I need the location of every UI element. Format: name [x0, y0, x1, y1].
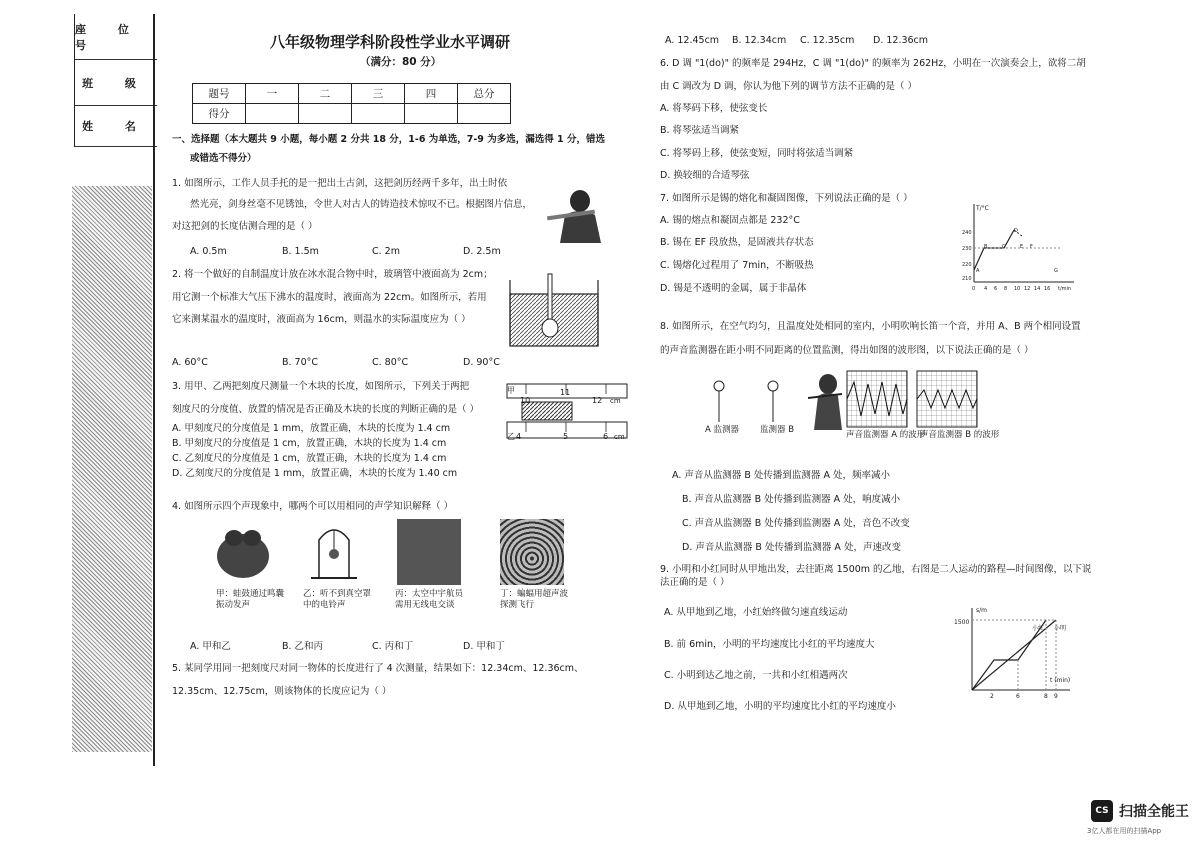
score-row-label: 得分	[193, 104, 246, 124]
score-cell[interactable]	[246, 104, 299, 124]
graph7-ytick: 230	[962, 246, 972, 252]
q9-stem: 9. 小明和小红同时从甲地出发，去往距离 1500m 的乙地，右图是二人运动的路程—时间图像，以下说	[660, 564, 1092, 575]
q3-stem: 3. 用甲、乙两把刻度尺测量一个木块的长度，如图所示，下列关于两把	[172, 381, 470, 392]
q2-stem: 2. 将一个做好的自制温度计放在冰水混合物中时，玻璃管中液面高为 2cm；	[172, 269, 493, 280]
q2-option-a: A. 60°C	[172, 357, 208, 368]
ruler-b-tick: 6	[603, 432, 609, 441]
full-score-note: （满分：80 分）	[360, 56, 442, 68]
q4-stem: 4. 如图所示四个声现象中，哪两个可以用相同的声学知识解释（ ）	[172, 501, 454, 512]
graph7-xlabel: t/min	[1058, 286, 1072, 292]
q8-stem: 8. 如图所示，在空气均匀，且温度处处相同的室内，小明吹响长笛一个音，并用 A、B 两个相同设置	[660, 321, 1081, 332]
graph7-xtick: 6	[994, 286, 998, 292]
q9-option-c: C. 小明到达乙地之前，一共和小红相遇两次	[664, 670, 848, 681]
q6-option-a: A. 将琴码下移，使弦变长	[660, 103, 768, 114]
q7-option-d: D. 锡是不透明的金属，属于非晶体	[660, 283, 807, 294]
q2-stem: 用它测一个标准大气压下沸水的温度时，液面高为 22cm。如图所示，若用	[172, 292, 487, 303]
astronaut-image	[397, 519, 461, 585]
q9-option-a: A. 从甲地到乙地，小红始终做匀速直线运动	[664, 607, 848, 618]
score-header-cell: 题号	[193, 84, 246, 104]
score-cell[interactable]	[299, 104, 352, 124]
graph9-ytick: 1500	[954, 619, 970, 626]
q9-option-d: D. 从甲地到乙地，小明的平均速度比小红的平均速度小	[664, 701, 896, 712]
q6-stem: 由 C 调改为 D 调，你认为他下列的调节方法不正确的是（ ）	[660, 81, 918, 92]
q8-option-c: C. 声音从监测器 B 处传播到监测器 A 处，音色不改变	[682, 518, 910, 529]
q5-option-b: B. 12.34cm	[732, 35, 787, 46]
q6-option-b: B. 将琴弦适当调紧	[660, 125, 740, 136]
q5-stem: 12.35cm、12.75cm，则该物体的长度应记为（ ）	[172, 686, 392, 697]
ruler-figure	[506, 382, 628, 444]
q4-caption-b: 乙：听不到真空罩中的电铃声	[303, 589, 372, 610]
section-one-heading-cont: 或错选不得分）	[190, 153, 257, 164]
score-cell[interactable]	[405, 104, 458, 124]
ruler-a-label: 甲	[507, 386, 515, 395]
q3-option-d: D. 乙刻度尺的分度值是 1 mm，放置正确，木块的长度为 1.40 cm	[172, 468, 458, 479]
q9-stem: 法正确的是（ ）	[660, 577, 730, 588]
graph9-xlabel: t (min)	[1050, 677, 1071, 684]
graph7-xtick: 16	[1044, 286, 1051, 292]
q6-option-c: C. 将琴码上移，使弦变短，同时将弦适当调紧	[660, 148, 854, 159]
brand-name: 扫描全能王	[1119, 804, 1189, 820]
flute-player-image	[808, 372, 842, 430]
ruler-a-unit: cm	[610, 397, 621, 405]
ruler-b-unit: cm	[614, 433, 625, 441]
graph7-xtick: 8	[1004, 286, 1008, 292]
graph9-series-label: 小明	[1054, 625, 1067, 632]
graph7-xtick: 10	[1014, 286, 1021, 292]
q3-option-a: A. 甲刻度尺的分度值是 1 mm，放置正确，木块的长度为 1.4 cm	[172, 423, 451, 434]
q3-option-b: B. 甲刻度尺的分度值是 1 cm，放置正确，木块的长度为 1.4 cm	[172, 438, 447, 449]
q6-option-d: D. 换较细的合适琴弦	[660, 170, 750, 181]
graph7-point: B	[984, 244, 988, 250]
q5-option-d: D. 12.36cm	[873, 35, 929, 46]
q2-option-c: C. 80°C	[372, 357, 409, 368]
class-label: 班 级	[75, 60, 157, 106]
q1-option-c: C. 2m	[372, 246, 400, 257]
q1-option-b: B. 1.5m	[282, 246, 319, 257]
graph9-ylabel: s/m	[976, 607, 987, 614]
q7-option-b: B. 锡在 EF 段放热，是固液共存状态	[660, 237, 814, 248]
monitor-b-label: 监测器 B	[760, 425, 795, 435]
score-header-cell: 三	[352, 84, 405, 104]
graph7-ytick: 220	[962, 262, 972, 268]
graph7-ytick: 210	[962, 276, 972, 282]
exam-title: 八年级物理学科阶段性学业水平调研	[270, 33, 511, 51]
distance-time-graph	[954, 604, 1074, 700]
graph7-point: C	[1002, 244, 1006, 250]
graph9-xtick: 9	[1054, 693, 1058, 700]
graph9-xtick: 2	[990, 693, 994, 700]
camscanner-logo-icon: CS	[1091, 800, 1113, 822]
sword-photo	[545, 183, 603, 243]
graph9-series-label: 小红	[1032, 625, 1045, 632]
q1-option-a: A. 0.5m	[190, 246, 227, 257]
q2-stem: 它来测某温水的温度时，液面高为 16cm，则温水的实际温度应为（ ）	[172, 314, 471, 325]
score-header-cell: 总分	[458, 84, 511, 104]
bat-ultrasound-image	[500, 519, 564, 585]
bell-jar-image	[305, 520, 363, 584]
q4-caption-d: 丁：蝙蝠用超声波探测飞行	[500, 589, 569, 610]
q7-option-c: C. 锡熔化过程用了 7min，不断吸热	[660, 260, 814, 271]
student-info-table	[74, 14, 157, 147]
q8-option-b: B. 声音从监测器 B 处传播到监测器 A 处，响度减小	[682, 494, 901, 505]
ruler-a-tick: 12	[592, 396, 603, 405]
q1-option-d: D. 2.5m	[463, 246, 501, 257]
frog-image	[212, 522, 274, 582]
q4-option-d: D. 甲和丁	[463, 641, 505, 652]
score-header-cell: 一	[246, 84, 299, 104]
score-table	[192, 83, 511, 124]
brand-tagline: 3亿人都在用的扫描App	[1087, 827, 1162, 835]
binding-line	[153, 14, 155, 766]
monitor-a-label: A 监测器	[705, 425, 740, 435]
q8-option-d: D. 声音从监测器 B 处传播到监测器 A 处，声速改变	[682, 542, 901, 553]
graph7-xtick: 12	[1024, 286, 1031, 292]
graph7-point: F	[1030, 244, 1033, 250]
q8-stem: 的声音监测器在距小明不同距离的位置监测，得出如图的波形图，以下说法正确的是（ ）	[660, 345, 1034, 356]
score-cell[interactable]	[352, 104, 405, 124]
tin-melting-graph	[962, 200, 1082, 292]
graph9-xtick: 8	[1044, 693, 1048, 700]
q4-option-c: C. 丙和丁	[372, 641, 414, 652]
section-one-heading: 一、选择题（本大题共 9 小题，每小题 2 分共 18 分，1-6 为单选，7-9 为多选，漏选得 1 分，错选	[172, 134, 605, 145]
waveform-a-label: 声音监测器 A 的波形	[846, 430, 926, 440]
graph7-point: G	[1054, 268, 1058, 274]
q5-stem: 5. 某同学用同一把刻度尺对同一物体的长度进行了 4 次测量，结果如下：12.34cm、12.36cm、	[172, 663, 584, 674]
q1-stem: 然光亮，剑身丝毫不见锈蚀，令世人对古人的铸造技术惊叹不已。根据图片信息，	[190, 199, 533, 210]
q5-option-a: A. 12.45cm	[665, 35, 720, 46]
graph7-point: D	[1014, 228, 1018, 234]
binding-hatch-pattern	[72, 186, 152, 752]
thermometer-beaker-figure	[508, 270, 600, 348]
q9-option-b: B. 前 6min，小明的平均速度比小红的平均速度大	[664, 639, 875, 650]
ruler-a-tick: 11	[560, 388, 571, 397]
q5-option-c: C. 12.35cm	[800, 35, 855, 46]
q7-stem: 7. 如图所示是锡的熔化和凝固图像，下列说法正确的是（ ）	[660, 193, 913, 204]
name-label: 姓 名	[75, 106, 157, 147]
q1-stem: 对这把剑的长度估测合理的是（ ）	[172, 221, 318, 232]
q2-option-b: B. 70°C	[282, 357, 319, 368]
q4-caption-c: 丙：太空中宇航员需用无线电交谈	[395, 589, 464, 610]
seat-number-label: 座 位 号	[75, 14, 157, 60]
q4-option-b: B. 乙和丙	[282, 641, 324, 652]
q3-option-c: C. 乙刻度尺的分度值是 1 cm，放置正确，木块的长度为 1.4 cm	[172, 453, 447, 464]
ruler-b-tick: 5	[563, 432, 569, 441]
graph7-ytick: 240	[962, 230, 972, 236]
graph9-xtick: 6	[1016, 693, 1020, 700]
waveform-b-label: 声音监测器 B 的波形	[920, 430, 1000, 440]
q4-option-a: A. 甲和乙	[190, 641, 231, 652]
score-cell[interactable]	[458, 104, 511, 124]
q8-option-a: A. 声音从监测器 B 处传播到监测器 A 处，频率减小	[672, 470, 890, 481]
graph7-point: E	[1020, 244, 1024, 250]
graph7-ylabel: T/°C	[976, 205, 989, 212]
graph7-point: A	[976, 268, 980, 274]
q6-stem: 6. D 调 "1(do)" 的频率是 294Hz，C 调 "1(do)" 的频率为 262Hz，小明在一次演奏会上，欲将二胡	[660, 58, 1086, 69]
waveform-charts	[846, 370, 978, 428]
score-header-cell: 二	[299, 84, 352, 104]
q1-stem: 1. 如图所示，工作人员手托的是一把出土古剑，这把剑历经两千多年，出土时依	[172, 178, 508, 189]
score-header-cell: 四	[405, 84, 458, 104]
sound-monitors-figure	[705, 378, 795, 428]
q7-option-a: A. 锡的熔点和凝固点都是 232°C	[660, 215, 800, 226]
q2-option-d: D. 90°C	[463, 357, 500, 368]
scanner-brand	[1091, 800, 1189, 822]
q3-stem: 刻度尺的分度值、放置的情况是否正确及木块的长度的判断正确的是（ ）	[172, 404, 480, 415]
graph7-xtick: 0	[972, 286, 976, 292]
graph7-xtick: 14	[1034, 286, 1041, 292]
ruler-b-tick: 4	[516, 432, 522, 441]
ruler-a-tick: 10	[520, 396, 531, 405]
q4-caption-a: 甲：蛙鼓通过鸣囊振动发声	[216, 589, 285, 610]
graph7-xtick: 4	[984, 286, 988, 292]
ruler-b-label: 乙	[507, 432, 515, 441]
